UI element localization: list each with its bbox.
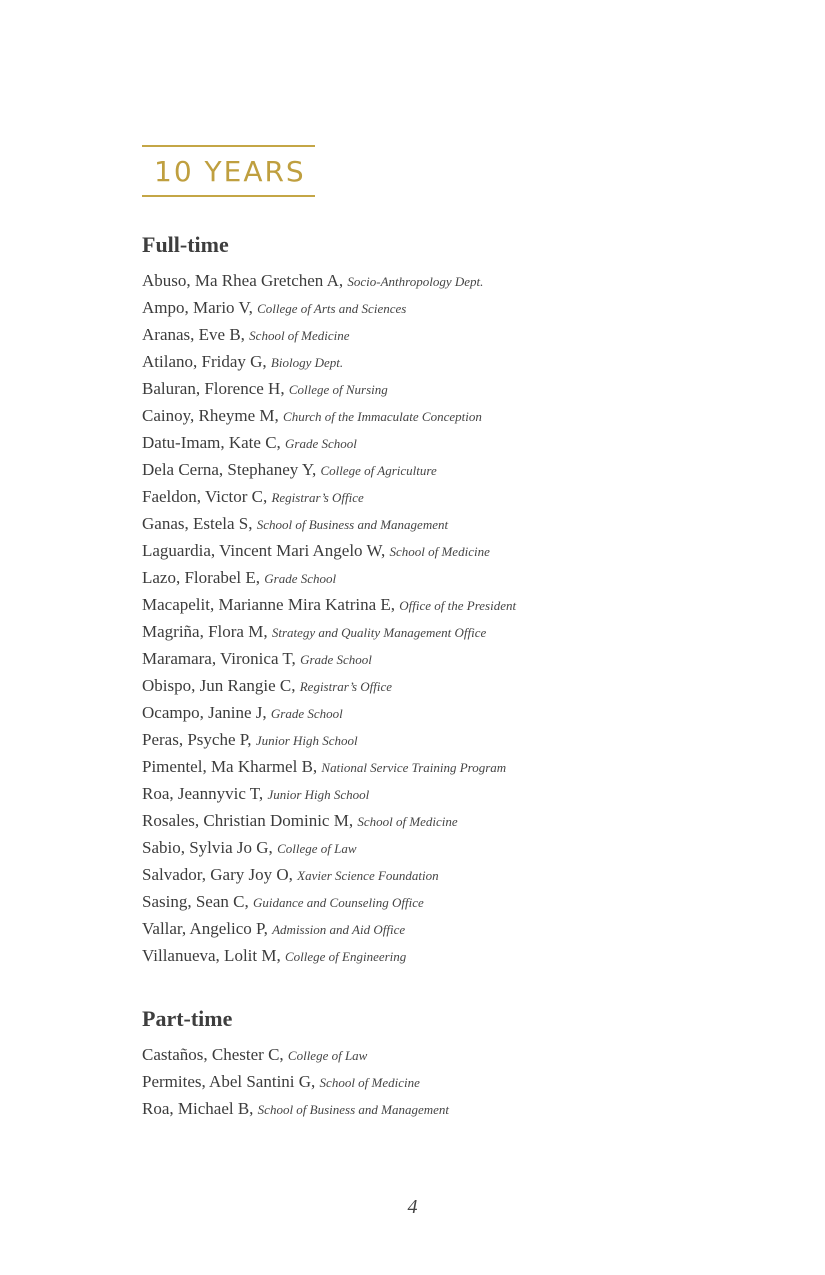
employee-name: Macapelit, Marianne Mira Katrina E, (142, 595, 396, 614)
list-item (142, 351, 516, 378)
department-label: Xavier Science Foundation (297, 868, 439, 883)
department-label: College of Engineering (284, 949, 407, 964)
department-label: School of Business and Management (257, 1102, 450, 1117)
department-label: Guidance and Counseling Office (252, 895, 424, 910)
list-item (142, 432, 516, 459)
list-item (142, 567, 516, 594)
department-label: College of Law (277, 841, 357, 856)
department-label: School of Business and Management (256, 517, 449, 532)
list-item (142, 405, 516, 432)
department-label: Biology Dept. (270, 355, 344, 370)
employee-name: Salvador, Gary Joy O, (142, 865, 293, 884)
list-item (142, 729, 516, 756)
employee-name: Maramara, Vironica T, (142, 649, 296, 668)
employee-name: Rosales, Christian Dominic M, (142, 811, 354, 830)
department-label: School of Medicine (249, 328, 350, 343)
department-label: Junior High School (255, 733, 358, 748)
employee-name: Dela Cerna, Stephaney Y, (142, 460, 317, 479)
employee-name: Cainoy, Rheyme M, (142, 406, 279, 425)
department-label: Grade School (285, 436, 357, 451)
list-item (142, 891, 516, 918)
employee-name: Baluran, Florence H, (142, 379, 285, 398)
employee-name: Ganas, Estela S, (142, 514, 253, 533)
employee-name: Villanueva, Lolit M, (142, 946, 281, 965)
list-item (142, 486, 516, 513)
list-item (142, 270, 516, 297)
employee-name: Abuso, Ma Rhea Gretchen A, (142, 271, 344, 290)
list-item (142, 1071, 449, 1098)
employee-name: Roa, Jeannyvic T, (142, 784, 264, 803)
list-item (142, 324, 516, 351)
list-item (142, 378, 516, 405)
list-item (142, 459, 516, 486)
list-item (142, 594, 516, 621)
section-banner (142, 145, 315, 197)
department-label: Admission and Aid Office (272, 922, 406, 937)
employee-name: Vallar, Angelico P, (142, 919, 268, 938)
list-item (142, 675, 516, 702)
employee-name: Aranas, Eve B, (142, 325, 245, 344)
department-label: National Service Training Program (321, 760, 507, 775)
department-label: College of Agriculture (320, 463, 437, 478)
page-number: 4 (407, 1196, 418, 1218)
employee-name: Lazo, Florabel E, (142, 568, 261, 587)
list-item (142, 621, 516, 648)
employee-name: Faeldon, Victor C, (142, 487, 268, 506)
list-item (142, 1098, 449, 1125)
department-label: Registrar’s Office (299, 679, 393, 694)
list-item (142, 702, 516, 729)
employee-name: Laguardia, Vincent Mari Angelo W, (142, 541, 386, 560)
employee-name: Ocampo, Janine J, (142, 703, 267, 722)
list-item (142, 513, 516, 540)
employee-name: Obispo, Jun Rangie C, (142, 676, 296, 695)
fulltime-list (142, 270, 516, 972)
department-label: Office of the President (399, 598, 517, 613)
employee-name: Magriña, Flora M, (142, 622, 268, 641)
parttime-list (142, 1044, 449, 1125)
list-item (142, 297, 516, 324)
list-item (142, 837, 516, 864)
employee-name: Peras, Psyche P, (142, 730, 252, 749)
employee-name: Ampo, Mario V, (142, 298, 253, 317)
department-label: Socio-Anthropology Dept. (347, 274, 484, 289)
department-label: School of Medicine (357, 814, 458, 829)
employee-name: Roa, Michael B, (142, 1099, 254, 1118)
parttime-heading: Part-time (142, 1006, 233, 1031)
employee-name: Datu-Imam, Kate C, (142, 433, 281, 452)
list-item (142, 756, 516, 783)
employee-name: Atilano, Friday G, (142, 352, 267, 371)
list-item (142, 864, 516, 891)
department-label: Registrar’s Office (271, 490, 364, 505)
department-label: Strategy and Quality Management Office (271, 625, 487, 640)
banner-title: 10 YEARS (154, 155, 306, 188)
department-label: Grade School (264, 571, 337, 586)
list-item (142, 540, 516, 567)
list-item (142, 918, 516, 945)
department-label: Grade School (300, 652, 372, 667)
department-label: Grade School (270, 706, 343, 721)
employee-name: Permites, Abel Santini G, (142, 1072, 316, 1091)
list-item (142, 945, 516, 972)
department-label: School of Medicine (319, 1075, 420, 1090)
list-item (142, 810, 516, 837)
employee-name: Sabio, Sylvia Jo G, (142, 838, 273, 857)
employee-name: Castaños, Chester C, (142, 1045, 284, 1064)
employee-name: Sasing, Sean C, (142, 892, 249, 911)
fulltime-heading: Full-time (142, 232, 229, 257)
department-label: Church of the Immaculate Conception (283, 409, 482, 424)
list-item (142, 783, 516, 810)
employee-name: Pimentel, Ma Kharmel B, (142, 757, 318, 776)
department-label: School of Medicine (389, 544, 490, 559)
department-label: Junior High School (267, 787, 370, 802)
list-item (142, 648, 516, 675)
department-label: College of Nursing (288, 382, 388, 397)
department-label: College of Arts and Sciences (257, 301, 407, 316)
list-item (142, 1044, 449, 1071)
department-label: College of Law (287, 1048, 368, 1063)
